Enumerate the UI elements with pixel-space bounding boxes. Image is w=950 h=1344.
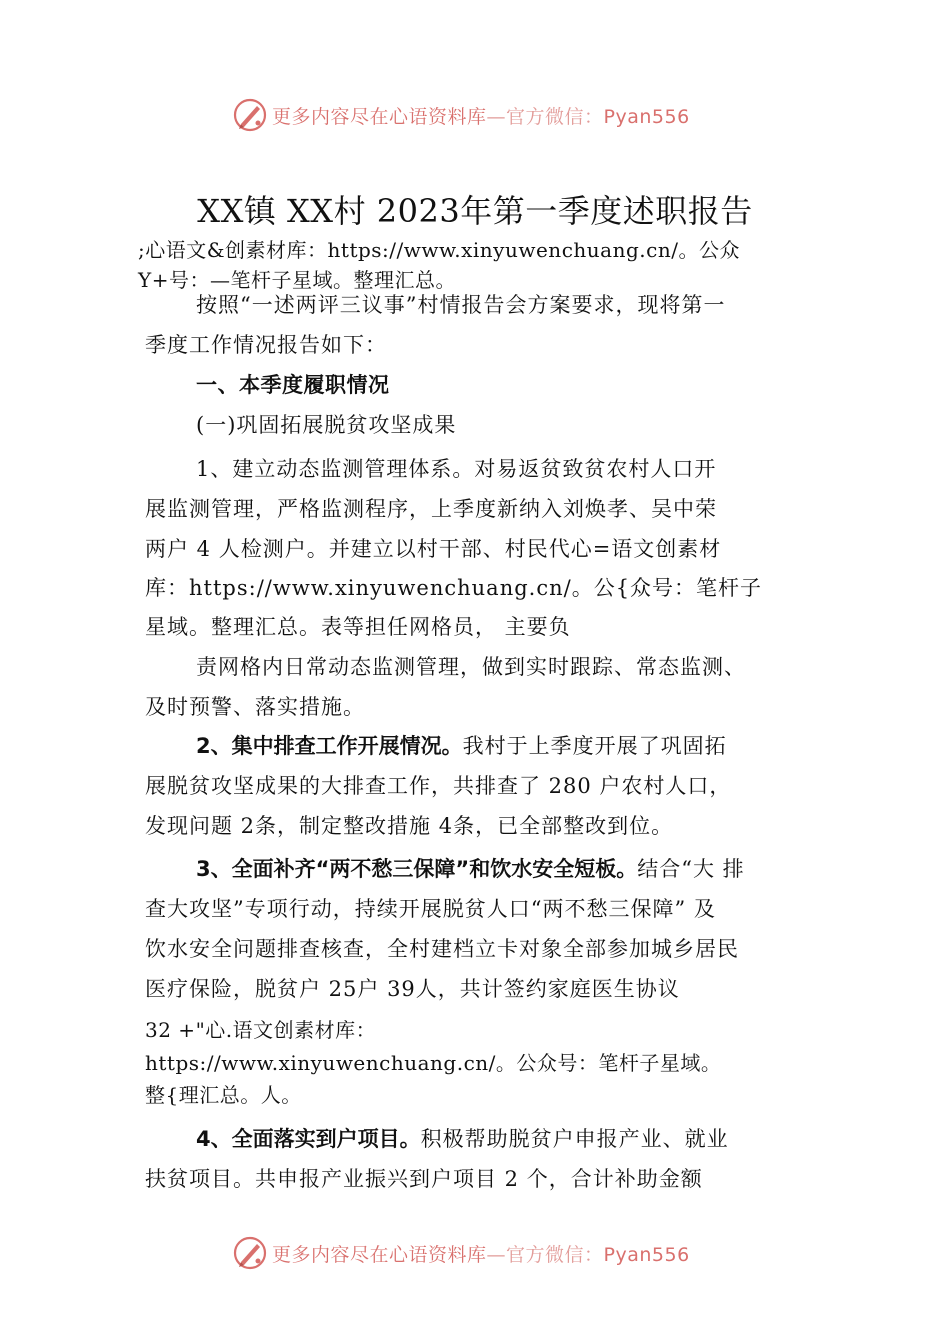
paragraph-line: 责网格内日常动态监测管理，做到实时跟踪、常态监测、: [196, 655, 746, 679]
paragraph-line: 两户 4 人检测户。并建立以村干部、村民代心=语文创素材: [145, 537, 722, 561]
watermark-line: 32 +"心.语文创素材库：: [145, 1018, 377, 1042]
watermark-text: 更多内容尽在心语资料库—官方微信：Pyan556: [272, 1243, 690, 1266]
item-heading: 2、集中排查工作开展情况。: [196, 734, 463, 758]
watermark-line: 整{理汇总。人。: [145, 1083, 302, 1107]
section-heading: 一、本季度履职情况: [196, 373, 390, 397]
pen-logo-icon: [232, 1235, 268, 1271]
paragraph-line: 发现问题 2条，制定整改措施 4条，已全部整改到位。: [145, 814, 674, 838]
subsection-heading: (一)巩固拓展脱贫攻坚成果: [196, 413, 457, 437]
paragraph-line: 查大攻坚”专项行动，持续开展脱贫人口“两不愁三保障” 及: [145, 897, 716, 921]
paragraph-line: 2、集中排查工作开展情况。我村于上季度开展了巩固拓: [196, 734, 727, 758]
paragraph-line: 展脱贫攻坚成果的大排查工作，共排查了 280 户农村人口，: [145, 774, 732, 798]
item-heading: 3、全面补齐“两不愁三保障”和饮水安全短板。: [196, 857, 638, 881]
paragraph-line: 3、全面补齐“两不愁三保障”和饮水安全短板。结合“大 排: [196, 857, 745, 881]
paragraph-line: 库：https://www.xinyuwenchuang.cn/。公{众号：笔杆子: [145, 576, 763, 600]
paragraph-line: 医疗保险，脱贫户 25户 39人，共计签约家庭医生协议: [145, 977, 680, 1001]
page-title: XX镇 XX村 2023年第一季度述职报告: [197, 192, 753, 230]
paragraph-line: 及时预警、落实措施。: [145, 695, 365, 719]
pen-logo-icon: [232, 97, 268, 133]
watermark-banner-top: [0, 93, 950, 137]
paragraph-line: 4、全面落实到户项目。积极帮助脱贫户申报产业、就业: [196, 1127, 729, 1151]
paragraph-line: 饮水安全问题排查核查，全村建档立卡对象全部参加城乡居民: [145, 937, 739, 961]
paragraph-line: 季度工作情况报告如下：: [145, 333, 387, 357]
watermark-line: https://www.xinyuwenchuang.cn/。公众号：笔杆子星域。: [145, 1051, 722, 1075]
watermark-text: 更多内容尽在心语资料库—官方微信：Pyan556: [272, 105, 690, 128]
paragraph-line: 按照“一述两评三议事”村情报告会方案要求，现将第一: [196, 293, 726, 317]
paragraph-line: 星域。整理汇总。表等担任网格员， 主要负: [145, 615, 571, 639]
watermark-line: ;心语文&创素材库：https://www.xinyuwenchuang.cn/。公众: [138, 238, 740, 262]
watermark-banner-bottom: [0, 1231, 950, 1275]
paragraph-line: 扶贫项目。共申报产业振兴到户项目 2 个，合计补助金额: [145, 1167, 703, 1191]
paragraph-line: 展监测管理，严格监测程序，上季度新纳入刘焕孝、吴中荣: [145, 497, 717, 521]
paragraph-line: 1、建立动态监测管理体系。对易返贫致贫农村人口开: [196, 457, 717, 481]
watermark-line: Y+号：—笔杆子星域。整理汇总。: [138, 268, 456, 292]
item-heading: 4、全面落实到户项目。: [196, 1127, 421, 1151]
